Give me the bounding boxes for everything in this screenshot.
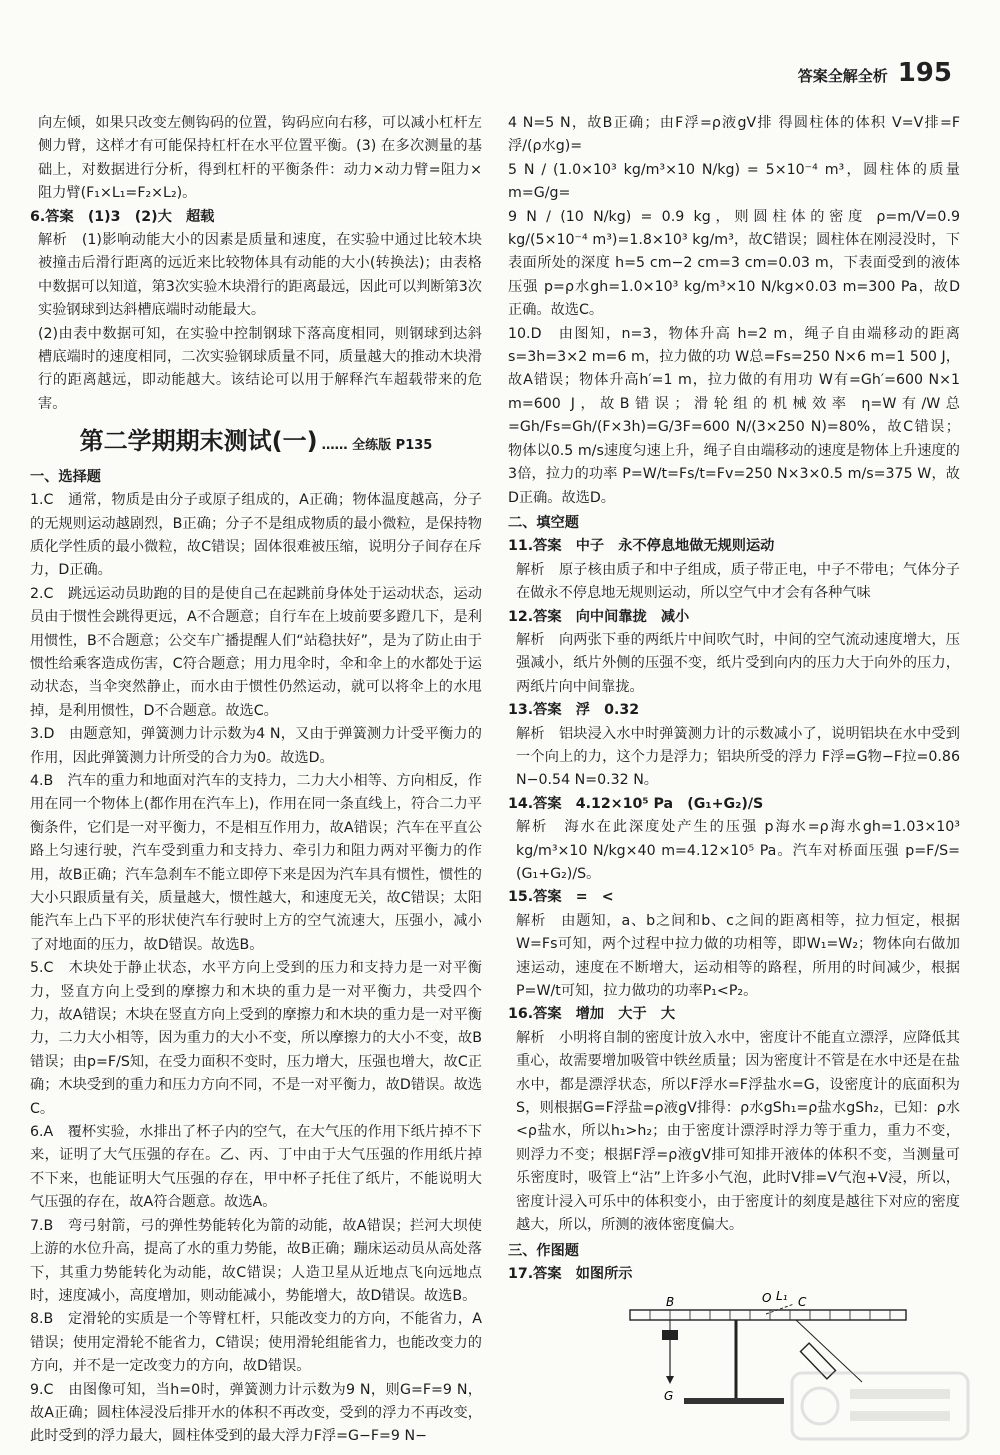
analysis-13: 解析 铝块浸入水中时弹簧测力计的示数减小了，说明铝块在水中受到一个向上的力，这个力是浮力；铝块所受的浮力 F浮=G物−F拉=0.86 N−0.54 N=0.32 N。: [516, 725, 960, 789]
answer-11: 11.答案 中子 永不停息地做无规则运动: [508, 538, 775, 555]
page-number: 195: [897, 58, 952, 88]
right-column: [508, 112, 960, 1419]
question-6: 6.A 覆杯实验，水排出了杯子内的空气，在大气压的作用下纸片掉不下来，证明了大气压强的存在。乙、丙、丁中由于大气压强的作用纸片掉不下来，也能证明大气压强的存在，甲中杯子托住了纸片，不能说明大气压强的存在，故A符合题意。故选A。: [30, 1124, 482, 1211]
label-o: O: [762, 1291, 772, 1306]
question-9: 9.C 由图像可知，当h=0时，弹簧测力计示数为9 N，则G=F=9 N，故A正确；圆柱体浸没后排开水的体积不再改变，受到的浮力不再改变，此时受到的浮力最大，圆柱体受到的最大浮力F浮=G−F=9 N−: [30, 1381, 482, 1445]
section-title: [30, 427, 482, 457]
q9-cont-1: 4 N=5 N，故B正确；由F浮=ρ液gV排 得圆柱体的体积 V=V排=F浮/(ρ水g)=: [508, 115, 960, 155]
answer-17: 17.答案 如图所示: [508, 1265, 633, 1282]
support-base: [684, 1398, 784, 1404]
section-ref: …… 全练版 P135: [321, 438, 433, 454]
answer-6: 6.答案 (1)3 (2)大 超载: [30, 208, 215, 225]
analysis-11: 解析 原子核由质子和中子组成，质子带正电，中子不带电；气体分子在做永不停息地无规则运动，所以空气中才会有各种气味: [516, 561, 960, 602]
watermark-logo: [790, 1371, 970, 1441]
weight-block: [662, 1330, 678, 1340]
q9-cont-3: 9 N / (10 N/kg) = 0.9 kg，则圆柱体的密度 ρ=m/V=0.9 kg/(5×10⁻⁴ m³)=1.8×10³ kg/m³，故C错误；圆柱体在刚浸没时，下表面所处的深度 h=5 cm−2 cm=3 cm=0.03 m，下表面受到的液体压强 p=ρ水gh=1.0×10³ kg/m³×10 N/kg×0.03 m=300 Pa，故D正确。故选C。: [508, 208, 960, 319]
label-b: B: [666, 1295, 675, 1310]
q9-cont-2: 5 N / (1.0×10³ kg/m³×10 N/kg) = 5×10⁻⁴ m³，圆柱体的质量 m=G/g=: [508, 161, 960, 202]
question-4: 4.B 汽车的重力和地面对汽车的支持力，二力大小相等、方向相反，作用在同一个物体上(都作用在汽车上)，作用在同一条直线上，符合二力平衡条件，它们是一对平衡力，不是相互作用力，故A错误；汽车在平直公路上匀速行驶，汽车受到重力和支持力、牵引力和阻力两对平衡力的作用，故B正确；汽车急刹车不能立即停下来是因为汽车具有惯性，惯性的大小只跟质量有关，质量越大，惯性越大，和速度无关，故C错误；太阳能汽车上凸下平的形状使汽车行驶时上方的空气流速大，压强小，减小了对地面的压力，故D错误。故选B。: [30, 772, 482, 953]
answer-15: 15.答案 = <: [508, 889, 614, 906]
answer-16: 16.答案 增加 大于 大: [508, 1006, 676, 1023]
question-5: 5.C 木块处于静止状态，水平方向上受到的压力和支持力是一对平衡力，竖直方向上受到的摩擦力和木块的重力是一对平衡力，共受四个力，故A错误；木块在竖直方向上受到的摩擦力和木块的重力是一对平衡力，二力大小相等，因为重力的大小不变，所以摩擦力的大小不变，故B错误；由p=F/S知，在受力面积不变时，压力增大，压强也增大，故C正确；木块受到的重力和压力方向不同，不是一对平衡力，故D错误。故选C。: [30, 960, 482, 1117]
answer-14: 14.答案 4.12×10⁵ Pa (G₁+G₂)/S: [508, 795, 764, 812]
section-title-text: 第二学期期末测试(一): [79, 427, 318, 456]
analysis-16: 解析 小明将自制的密度计放入水中，密度计不能直立漂浮，应降低其重心，故需要增加吸管中铁丝质量；因为密度计不管是在水中还是在盐水中，都是漂浮状态，所以F浮水=F浮盐水=G，设密度计的底面积为S，则根据G=F浮盐=ρ液gV排得：ρ水gSh₁=ρ盐水gSh₂，已知：ρ水<ρ盐水，所以h₁>h₂；由于密度计漂浮时浮力等于重力，重力不变，则浮力不变；根据F浮=ρ液gV排可知排开液体的体积不变，当测量可乐密度时，吸管上“沾”上许多小气泡，此时V排=V气泡+V浸，所以，密度计浸入可乐中的体积变小，由于密度计的刻度是越往下对应的密度越大，所以，所测的液体密度偏大。: [516, 1029, 960, 1234]
part-heading: 二、填空题: [508, 514, 579, 531]
question-1: 1.C 通常，物质是由分子或原子组成的，A正确；物体温度越高，分子的无规则运动越剧烈，B正确；分子不是组成物质的最小微粒，是保持物质化学性质的最小微粒，故C错误；固体很难被压缩，说明分子间存在斥力，D正确。: [30, 492, 482, 579]
analysis-14: 解析 海水在此深度处产生的压强 p海水=ρ海水gh=1.03×10³ kg/m³×10 N/kg×40 m=4.12×10⁵ Pa。汽车对桥面压强 p=F/S=(G₁+G₂)/S。: [516, 819, 960, 882]
left-column: [30, 112, 482, 1449]
lever-bar: [630, 1310, 906, 1320]
header-title: 答案全解全析: [797, 67, 888, 85]
analysis-15: 解析 由题知，a、b之间和b、c之间的距离相等，拉力恒定，根据W=Fs可知，两个过程中拉力做的功相等，即W₁=W₂；物体向右做加速运动，速度在不断增大，运动相等的路程，所用的时间减少，根据P=W/t可知，拉力做功的功率P₁<P₂。: [516, 912, 960, 1000]
label-c: C: [798, 1295, 807, 1310]
question-8: 8.B 定滑轮的实质是一个等臂杠杆，只能改变力的方向，不能省力，A错误；使用定滑轮不能省力，C错误；使用滑轮组能省力，也能改变力的方向，并不是一定改变力的方向，故D错误。: [30, 1311, 482, 1375]
analysis-6a: 解析 (1)影响动能大小的因素是质量和速度，在实验中通过比较木块被撞击后滑行距离的远近来比较物体具有动能的大小(转换法)；由表格中数据可以知道，第3次实验木块滑行的距离最远，因此可以判断第3次实验钢球到达斜槽底端时动能最大。: [38, 232, 482, 319]
label-g: G: [664, 1389, 674, 1404]
question-7: 7.B 弯弓射箭，弓的弹性势能转化为箭的动能，故A错误；拦河大坝使上游的水位升高，提高了水的重力势能，故B正确；蹦床运动员从高处落下，其重力势能转化为动能，故C错误；人造卫星从近地点飞向远地点时，速度减小，高度增加，则动能减小，势能增大，故D错误。故选B。: [30, 1217, 482, 1304]
paragraph: 向左倾，如果只改变左侧钩码的位置，钩码应向右移，可以减小杠杆左侧力臂，这样才有可能保持杠杆在水平位置平衡。(3) 在多次测量的基础上，对数据进行分析，得到杠杆的平衡条件：动力×动力臂=阻力×阻力臂(F₁×L₁=F₂×L₂)。: [38, 115, 482, 202]
question-3: 3.D 由题意知，弹簧测力计示数为4 N，又由于弹簧测力计受平衡力的作用，因此弹簧测力计所受的合力为0。故选D。: [30, 726, 482, 766]
part-heading: 一、选择题: [30, 468, 101, 485]
lever-ticks: [650, 1310, 890, 1320]
question-2: 2.C 跳远运动员助跑的目的是使自己在起跳前身体处于运动状态，运动员由于惯性会跳得更远，A不合题意；自行车在上坡前要多蹬几下，是利用惯性，B不合题意；公交车广播提醒人们“站稳扶好”，是为了防止由于惯性给乘客造成伤害，C符合题意；用力甩伞时，伞和伞上的水都处于运动状态，当伞突然静止，而水由于惯性仍然运动，就可以将伞上的水甩掉，是利用惯性，D不合题意。故选C。: [30, 585, 482, 719]
analysis-12: 解析 向两张下垂的两纸片中间吹气时，中间的空气流动速度增大，压强减小，纸片外侧的压强不变，纸片受到向内的压力大于向外的压力，两纸片向中间靠拢。: [516, 631, 960, 695]
analysis-6b: (2)由表中数据可知，在实验中控制钢球下落高度相同，则钢球到达斜槽底端时的速度相同，二次实验钢球质量不同，质量越大的推动木块滑行的距离越远，即动能越大。该结论可以用于解释汽车超载带来的危害。: [38, 325, 482, 412]
page-header: [797, 58, 952, 88]
gravity-arrowhead: [666, 1376, 674, 1384]
question-10: 10.D 由图知，n=3，物体升高 h=2 m，绳子自由端移动的距离 s=3h=3×2 m=6 m，拉力做的功 W总=Fs=250 N×6 m=1 500 J，故A错误；物体升高h′=1 m，拉力做的有用功 W有=Gh′=600 N×1 m=600 J，故B错误；滑轮组的机械效率 η=W有/W总=Gh/Fs=Gh/(F×3h)=G/3F=600 N/(3×250 N)=80%，故C错误；物体以0.5 m/s速度匀速上升，绳子自由端移动的速度是物体上升速度的3倍，拉力的功率 P=W/t=Fs/t=Fv=250 N×3×0.5 m/s=375 W，故D正确。故选D。: [508, 325, 960, 506]
answer-12: 12.答案 向中间靠拢 减小: [508, 608, 690, 625]
answer-13: 13.答案 浮 0.32: [508, 702, 640, 719]
part-heading: 三、作图题: [508, 1242, 579, 1259]
label-l1: L₁: [776, 1290, 788, 1304]
